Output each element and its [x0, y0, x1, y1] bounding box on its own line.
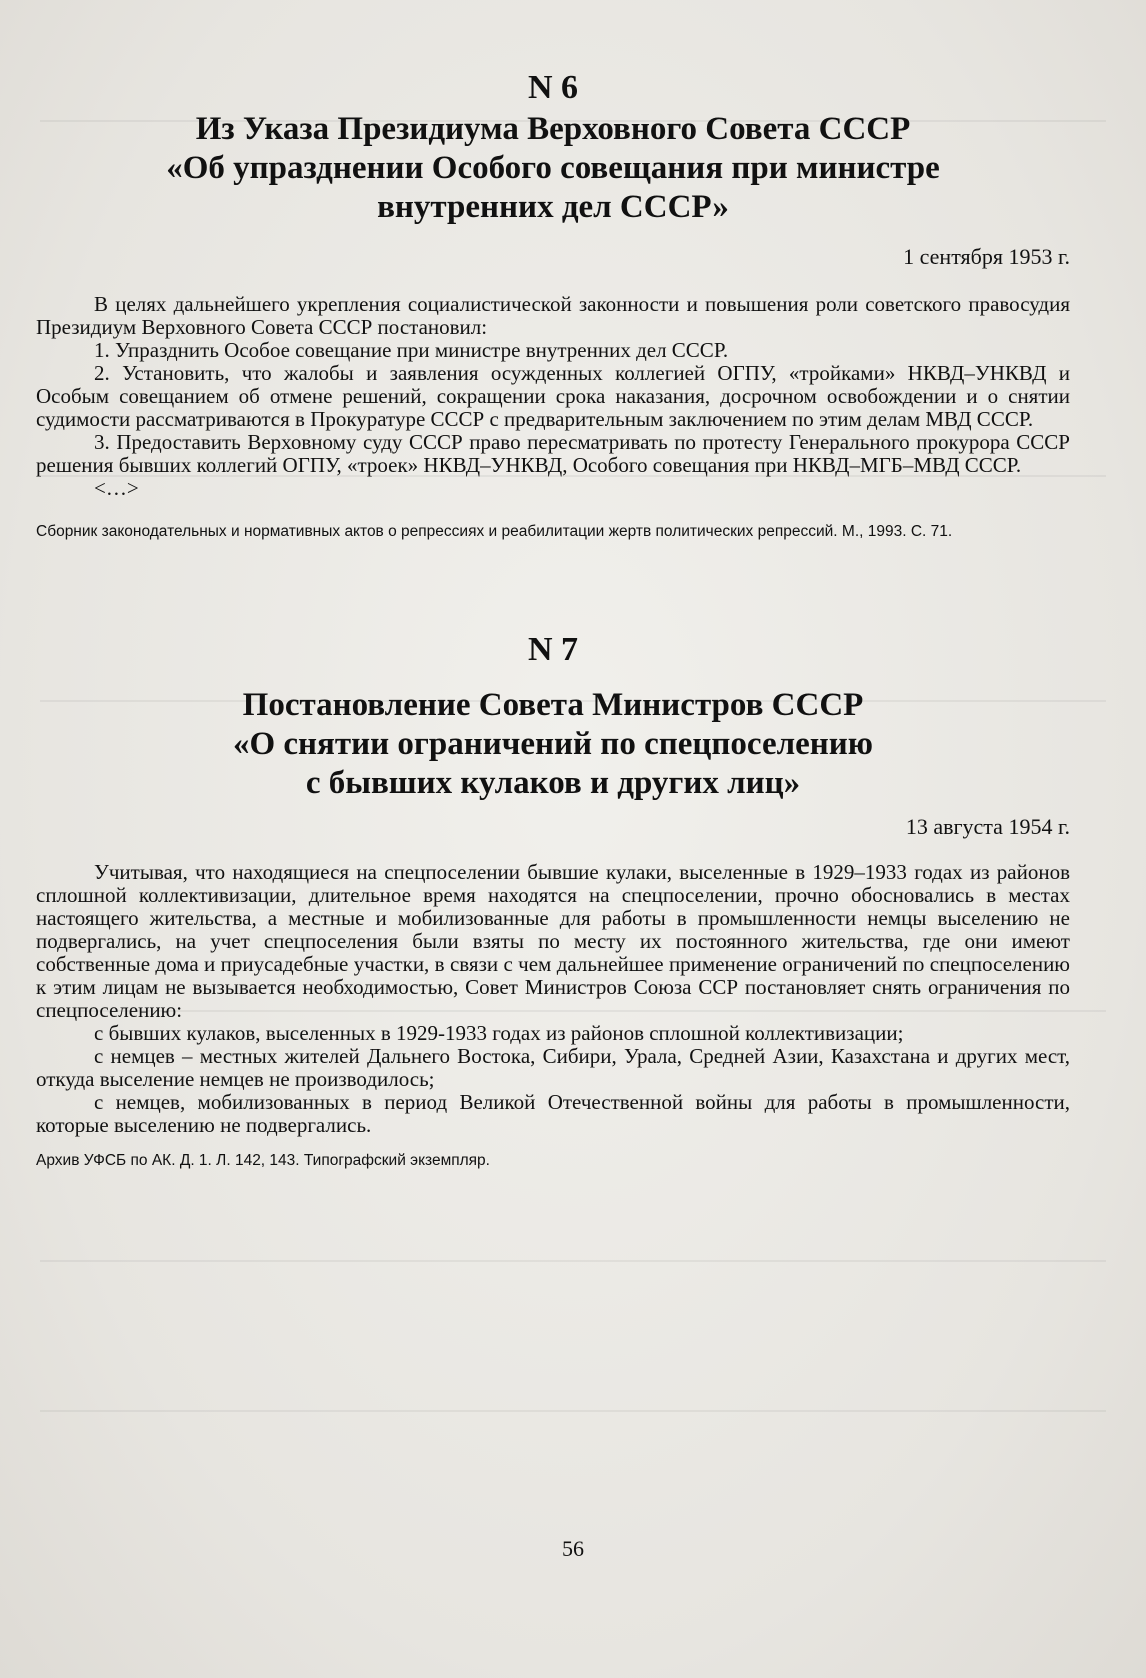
title-line: с бывших кулаков и других лиц»	[305, 765, 801, 801]
paragraph: 3. Предоставить Верховному суду СССР право пересматривать по протесту Генерального прокурора СССР решения бывших коллегий ОГПУ, «троек» НКВД–УНКВД, Особого совещания при НКВД–МГБ–МВД СССР.	[36, 430, 1070, 477]
title-line: Постановление Совета Министров СССР	[242, 687, 864, 723]
page-number: 56	[562, 1536, 584, 1561]
document-number: N 6	[527, 69, 579, 106]
document-title	[36, 686, 1070, 803]
document-number: N 7	[527, 631, 579, 668]
title-line: внутренних дел СССР»	[377, 189, 729, 225]
title-line: «Об упразднении Особого совещания при министре	[166, 150, 940, 186]
title-line: Из Указа Президиума Верховного Совета СССР	[195, 111, 911, 147]
paragraph: 1. Упразднить Особое совещание при министре внутренних дел СССР.	[94, 338, 729, 362]
document-7	[36, 630, 1070, 1171]
paragraph: 2. Установить, что жалобы и заявления осужденных коллегией ОГПУ, «тройками» НКВД–УНКВД и Особым совещанием об отмене решений, сокращении срока наказания, досрочном освобождении и о снятии судимости рассматриваются в Прокуратуре СССР с предварительным заключением по этим делам МВД СССР.	[36, 361, 1070, 431]
paragraph: Учитывая, что находящиеся на спецпоселении бывшие кулаки, выселенные в 1929–1933 годах из районов сплошной коллективизации, длительное время находятся на спецпоселении, прочно обосновались в местах настоящего жительства, а местные и мобилизованные для работы в промышленности немцы выселению не подвергались, на учет спецпоселения были взяты по месту их постоянного жительства, где они имеют собственные дома и приусадебные участки, в связи с чем дальнейшее применение ограничений по спецпоселению к этим лицам не вызывается необходимостью, Совет Министров Союза ССР постановляет снять ограничения по спецпоселению:	[36, 860, 1070, 1022]
document-date: 1 сентября 1953 г.	[903, 244, 1070, 269]
title-line: «О снятии ограничений по спецпоселению	[232, 726, 874, 762]
document-date: 13 августа 1954 г.	[905, 814, 1070, 839]
paragraph: В целях дальнейшего укрепления социалистической законности и повышения роли советского правосудия Президиум Верховного Совета СССР постановил:	[36, 292, 1070, 339]
document-6	[36, 68, 1070, 542]
document-body	[36, 293, 1070, 500]
source-citation: Архив УФСБ по АК. Д. 1. Л. 142, 143. Типографский экземпляр.	[36, 1152, 490, 1169]
source-citation: Сборник законодательных и нормативных актов о репрессиях и реабилитации жертв политических репрессий. М., 1993. С. 71.	[36, 523, 953, 540]
document-title	[36, 110, 1070, 227]
paragraph-ellipsis: <…>	[94, 476, 139, 500]
page-content	[36, 68, 1070, 1171]
paragraph: с немцев – местных жителей Дальнего Востока, Сибири, Урала, Средней Азии, Казахстана и других мест, откуда выселение немцев не производилось;	[36, 1044, 1070, 1091]
document-body	[36, 861, 1070, 1137]
paragraph: с бывших кулаков, выселенных в 1929-1933 годах из районов сплошной коллективизации;	[94, 1021, 904, 1045]
paragraph: с немцев, мобилизованных в период Великой Отечественной войны для работы в промышленности, которые выселению не подвергались.	[36, 1090, 1070, 1137]
